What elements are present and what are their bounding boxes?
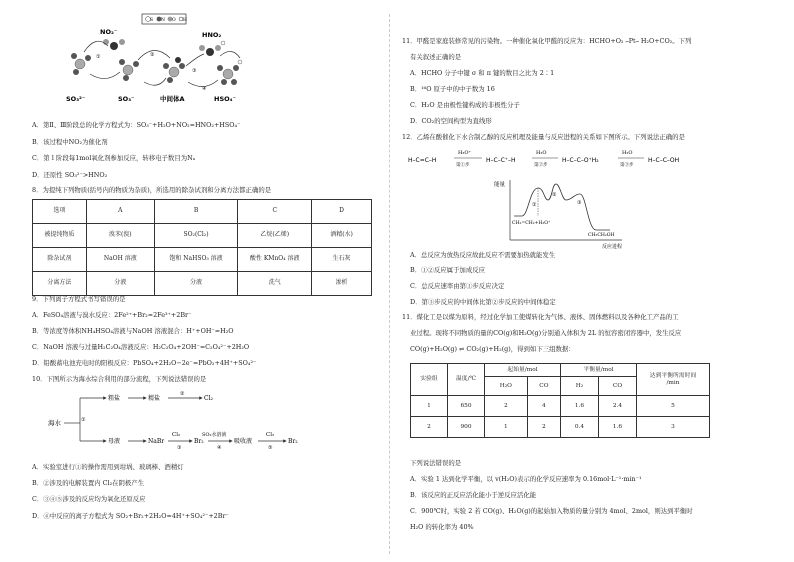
legend-n: N — [161, 18, 165, 23]
legend-s: S — [150, 18, 154, 23]
hso4-molecule — [217, 60, 242, 85]
q7-option-c: C．第１阶段每1mol氧化剂参加反应，转移电子数目为Nₐ — [32, 154, 196, 162]
q8-header-cell: C — [238, 200, 312, 224]
energy-start-label: CH₂=CH₂+H₃O⁺ — [512, 221, 551, 226]
q13-stem: 11．煤化工是以煤为原料，经过化学加工使煤转化为气体、液体、固体燃料以及各种化工产品的工 — [402, 313, 679, 321]
step-4-label: ④ — [202, 86, 207, 92]
q13-h-time-unit: /min — [666, 379, 680, 386]
q13-cell: 2.4 — [598, 396, 636, 417]
q8-cell: NaOH 溶液 — [86, 248, 154, 272]
q12-option-b: B．①②反应属于加成反应 — [410, 266, 485, 274]
label-intermediate-a: 中间体A — [160, 95, 185, 103]
flow-cl2-b: Cl₂ — [172, 432, 181, 438]
q13-option-c-cont: H₂O 的转化率为 40% — [410, 523, 474, 531]
mech-carbocation: H–C–C⁺–H — [486, 157, 516, 164]
column-divider — [389, 14, 390, 554]
q8-cell: 乙烷(乙烯) — [238, 224, 312, 248]
energy-diagram — [492, 176, 642, 250]
flow-br2-a: Br₂ — [194, 438, 204, 445]
q8-row — [33, 272, 372, 296]
q8-cell: 分离方法 — [33, 272, 87, 296]
q7-option-a: A．第Ⅱ、Ⅲ阶段总的化学方程式为：SO₃⁻+H₂O+NO₂=HNO₂+HSO₄⁻ — [32, 121, 241, 129]
q13-option-c: C．900℃时，实验 2 若 CO(g)、H₂O(g)的起始加入物质的量分别为 4mol、2mol，则达到平衡时 — [410, 507, 693, 515]
q8-cell: SO₂(Cl₂) — [154, 224, 238, 248]
q13-sub-cell: CO — [527, 377, 560, 396]
energy-end-label: CH₃CH₂OH — [588, 233, 615, 238]
q9-option-d: D．铅酸蓄电池充电时的阳极反应：PbSO₄+2H₂O−2e⁻=PbO₂+4H⁺+SO₄²⁻ — [32, 359, 257, 367]
q8-cell: 洗气 — [238, 272, 312, 296]
energy-xlabel: 反应进程 — [602, 244, 623, 250]
arrow-3 — [186, 54, 204, 66]
q12-stem: 12．乙烯在酸催化下水合制乙醇的反应机理及能量与反应进程的关系如下图所示。下列说法正确的是 — [402, 133, 685, 141]
q13-cell: 1 — [411, 396, 448, 417]
label-hso4: HSO₄⁻ — [214, 95, 236, 103]
legend-o: O — [172, 18, 176, 23]
q13-cell: 650 — [448, 396, 485, 417]
intermediate-a-molecule — [163, 57, 185, 83]
q8-header-cell: 选项 — [33, 200, 87, 224]
flow-nabr: NaBr — [148, 438, 165, 445]
q8-cell: 被提纯物质 — [33, 224, 87, 248]
q11-stem: 11．甲醛是家庭装修常见的污染物。一种催化氧化甲醛的反应为：HCHO+O₂ ⎯Pt⎯ H₂O+CO₂。下列 — [402, 37, 692, 45]
step-3-label: ③ — [192, 68, 197, 74]
q13-option-b: B．该反应的正反应活化能小于逆反应活化能 — [410, 491, 537, 499]
q13-stem-3: CO(g)+H₂O(g) ⇌ CO₂(g)+H₂(g)，得到如下三组数据： — [410, 345, 575, 353]
energy-peak-2: ② — [552, 192, 557, 198]
q8-table — [32, 199, 372, 296]
legend-h: H — [183, 18, 187, 23]
q8-header-row — [33, 200, 372, 224]
flow-fine-salt: 精盐 — [148, 395, 161, 402]
q10-option-d: D．④中反应的离子方程式为 SO₂+Br₂+2H₂O=4H⁺+SO₄²⁻+2Br⁻ — [32, 512, 229, 520]
q11-option-b: B．¹⁶O 原子中的中子数为 16 — [410, 85, 495, 93]
q13-cell: 2 — [411, 417, 448, 438]
q13-h-start: 起始量/mol — [485, 364, 561, 377]
flow-step-5: ⑤ — [268, 445, 273, 451]
mech-h3o: H₃O⁺ — [458, 150, 472, 156]
q8-row — [33, 224, 372, 248]
q8-cell: 饱和 NaHSO₃ 溶液 — [154, 248, 238, 272]
q13-row — [411, 396, 710, 417]
q9-stem: 9．下列离子方程式书写错误的是 — [32, 295, 126, 303]
label-no2: NO₂⁻ — [100, 28, 118, 36]
step-1-label: ① — [96, 54, 101, 60]
q12-option-a: A．总反应为放热反应故此反应不需要加热就能发生 — [410, 251, 556, 259]
q11-option-a: A．HCHO 分子中键 σ 和 π 键的数目之比为 2∶1 — [410, 69, 555, 77]
q13-cell: 5 — [637, 396, 710, 417]
mech-h2o-2: H₂O — [622, 150, 633, 156]
q13-cell: 2 — [485, 396, 528, 417]
q13-cell: 1.6 — [598, 417, 636, 438]
flow-cl2-a: Cl₂ — [204, 395, 213, 402]
q8-cell: 溴苯(溴) — [86, 224, 154, 248]
so3-molecule — [71, 53, 91, 75]
seawater-flow-diagram — [32, 386, 332, 460]
q13-sub-cell: CO — [598, 377, 636, 396]
q8-cell: 酒精(水) — [312, 224, 372, 248]
mech-ethylene: H–C=C–H — [408, 157, 437, 164]
label-so3: SO₃²⁻ — [66, 95, 86, 103]
q13-option-a: A．实验 1 达到化学平衡，以 v(H₂O)表示的化学反应速率为 0.16mol·L⁻¹·min⁻¹ — [410, 475, 642, 483]
q13-cell: 1 — [485, 417, 528, 438]
so3-radical-molecule — [119, 59, 139, 81]
q8-header-cell: D — [312, 200, 372, 224]
q13-cell: 900 — [448, 417, 485, 438]
flow-so2-solution: SO₂水溶液 — [202, 432, 227, 438]
q13-h-temp: 温度/℃ — [448, 364, 485, 396]
q9-option-b: B．等浓度等体积NH₄HSO₄溶液与NaOH 溶液混合：H⁺+OH⁻=H₂O — [32, 327, 234, 335]
q13-header-row — [411, 364, 710, 377]
ethylene-mechanism — [408, 144, 708, 174]
q13-cell: 4 — [527, 396, 560, 417]
flow-step-4: ④ — [217, 445, 222, 451]
flow-step-3: ③ — [177, 445, 182, 451]
mech-h2o: H₂O — [536, 150, 547, 156]
q8-header-cell: A — [86, 200, 154, 224]
q9-option-a: A．FeSO₄溶液与溴水反应：2Fe²⁺+Br₂=2Fe³⁺+2Br⁻ — [32, 311, 192, 319]
q10-stem: 10．下图所示为海水综合利用的部分流程，下列说法错误的是 — [32, 375, 207, 383]
q13-table — [410, 363, 710, 438]
q12-option-d: D．第③步反应的中间体比第②步反应的中间体稳定 — [410, 298, 556, 306]
flow-crude-salt: 粗盐 — [108, 395, 121, 402]
q13-h-group: 实验组 — [411, 364, 448, 396]
step-2-label: ② — [150, 52, 155, 58]
energy-peak-3: ③ — [577, 200, 582, 206]
q8-stem: 8．为提纯下列物质(括号内的物质为杂质)，所选用的除杂试剂和分离方法都正确的是 — [32, 186, 272, 194]
q8-cell: 分液 — [154, 272, 238, 296]
q7-option-b: B．该过程中NO₂为催化剂 — [32, 138, 108, 146]
mech-ethanol: H–C–C–OH — [648, 157, 680, 164]
flow-step-1: ① — [81, 417, 86, 423]
q13-cell: 2 — [527, 417, 560, 438]
q13-h-time-label: 达到平衡所需时间 — [649, 372, 697, 379]
label-so3-radical: SO₃⁻ — [118, 95, 135, 103]
sulfite-mechanism-figure — [62, 12, 262, 108]
mech-step-3: 第③步 — [620, 163, 634, 168]
q10-option-b: B．②涉及的电解装置内 Cl₂在阴极产生 — [32, 479, 145, 487]
arrow-2b — [144, 78, 166, 85]
arrow-1b — [90, 72, 120, 79]
q8-cell: 渗析 — [312, 272, 372, 296]
flow-seawater: 海水 — [48, 419, 61, 427]
q11-option-c: C．H₂O 是由极性键构成的非极性分子 — [410, 101, 520, 109]
q13-cell: 1.6 — [560, 396, 598, 417]
q13-sub-cell: H₂O — [485, 377, 528, 396]
q8-header-cell: B — [154, 200, 238, 224]
mech-step-2: 第②步 — [534, 163, 548, 168]
energy-ylabel: 能量 — [494, 182, 506, 188]
q13-cell: 3 — [637, 417, 710, 438]
q11-option-d: D．CO₂的空间构型为直线形 — [410, 117, 492, 125]
label-hno2: HNO₂ — [202, 31, 222, 39]
arrow-4b — [220, 51, 240, 58]
mech-oxonium: H–C–C–O⁺H₂ — [562, 157, 599, 164]
q10-option-c: C．③④⑤涉及的反应均为氧化还原反应 — [32, 495, 146, 503]
q8-cell: 生石灰 — [312, 248, 372, 272]
mech-step-1: 第①步 — [456, 163, 470, 168]
flow-br2-b: Br₂ — [288, 438, 298, 445]
q13-stem-2: 业过程。现将不同物质的量的CO(g)和H₂O(g)分别通入体积为 2L 的恒容密闭容器中，发生反应 — [410, 329, 682, 337]
q13-cell: 0.4 — [560, 417, 598, 438]
q13-after: 下列说法错误的是 — [410, 459, 462, 467]
q13-h-equil: 平衡量/mol — [560, 364, 636, 377]
flow-step-2: ② — [180, 391, 185, 397]
q13-sub-cell: H₂ — [560, 377, 598, 396]
q10-option-a: A．实验室进行①的操作需用到坩埚、玻璃棒、酒精灯 — [32, 463, 184, 471]
energy-peak-1: ① — [532, 202, 537, 208]
q8-row — [33, 248, 372, 272]
q9-option-c: C．NaOH 溶液与过量H₂C₂O₄溶液反应：H₂C₂O₄+2OH⁻=C₂O₄²⁻+2H₂O — [32, 343, 250, 351]
flow-cl2-c: Cl₂ — [266, 432, 275, 438]
q8-cell: 除杂试剂 — [33, 248, 87, 272]
hno2-molecule — [199, 41, 225, 56]
q13-h-time — [637, 364, 710, 396]
q12-option-c: C．总反应速率由第①步反应决定 — [410, 282, 505, 290]
q13-row — [411, 417, 710, 438]
q7-option-d: D．还原性 SO₃²⁻>HNO₂ — [32, 171, 108, 179]
q11-stem-cont: 有关叙述正确的是 — [410, 53, 462, 61]
arrow-1 — [84, 41, 108, 52]
flow-absorb: 吸收液 — [234, 438, 253, 445]
q8-cell: 酸性 KMnO₄ 溶液 — [238, 248, 312, 272]
flow-brine: 母液 — [108, 438, 121, 445]
q8-cell: 分液 — [86, 272, 154, 296]
